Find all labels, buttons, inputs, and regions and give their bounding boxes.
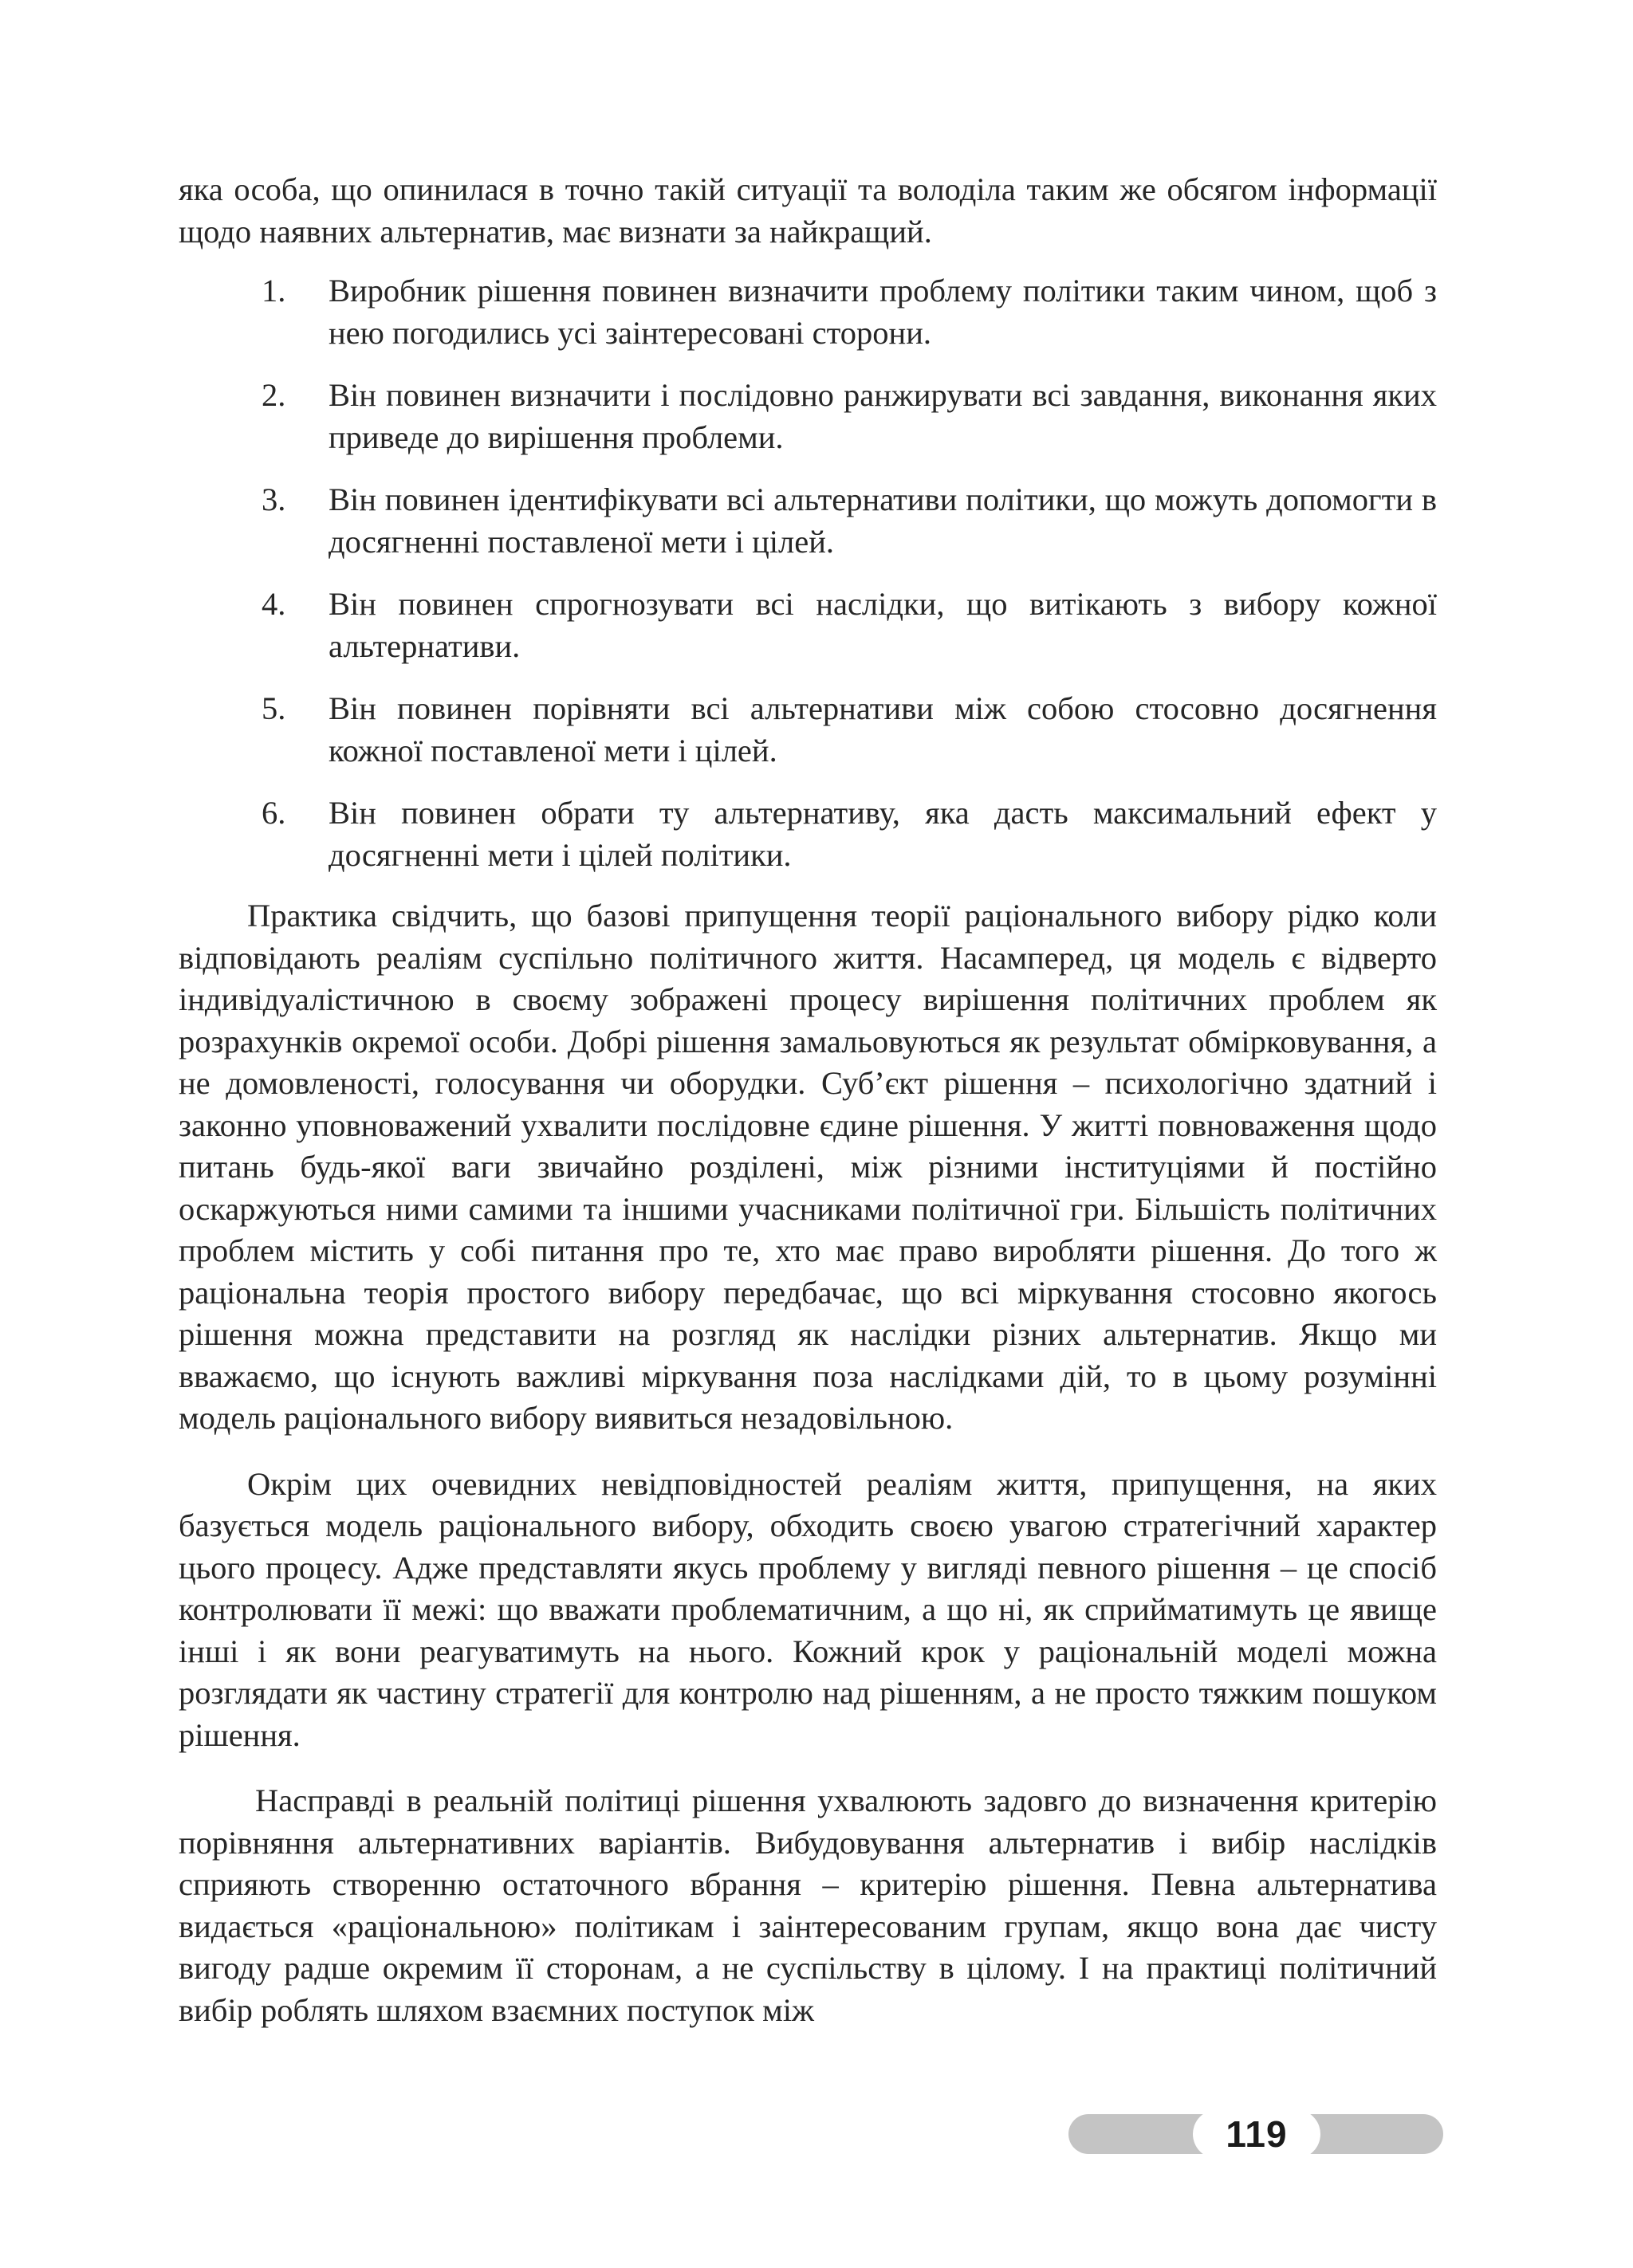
list-item-number: 1. — [262, 273, 286, 309]
page-body — [179, 169, 1437, 2031]
body-paragraph: Насправді в реальній політиці рішення ухвалюють задовго до визначення критерію порівняння альтернативних варіантів. Вибудовування альтернатив і вибір наслідків сприяють створенню остаточного вбрання – критерію рішення. Певна альтернатива видається «раціональною» політикам і заінтересованим групам, якщо вона дає чисту вигоду радше окремим її сторонам, а не суспільству в цілому. І на практиці політичний вибір роблять шляхом взаємних поступок між — [179, 1783, 1437, 2028]
list-item-number: 6. — [262, 795, 286, 831]
list-item-number: 5. — [262, 690, 286, 726]
list-item-number: 4. — [262, 586, 286, 622]
numbered-list — [179, 270, 1437, 876]
list-item — [179, 792, 1437, 876]
body-paragraph: Практика свідчить, що базові припущення теорії раціонального вибору рідко коли відповідають реаліям суспільно політичного життя. Насамперед, ця модель є відверто індивідуалістичною в своєму зображені процесу вирішення політичних проблем як розрахунків окремої особи. Добрі рішення замальовуються як результат обмірковування, а не домовленості, голосування чи оборудки. Суб’єкт рішення – психологічно здатний і законно уповноважений ухвалити послідовне єдине рішення. У житті повноваження щодо питань будь-якої ваги звичайно розділені, між різними інституціями й постійно оскаржуються ними самими та іншими учасниками політичної гри. Більшість політичних проблем містить у собі питання про те, хто має право виробляти рішення. До того ж раціональна теорія простого вибору передбачає, що всі міркування стосовно якогось рішення можна представити на розгляд як наслідки різних альтернатив. Якщо ми вважаємо, що існують важливі міркування поза наслідками дій, то в цьому розумінні модель раціонального вибору виявиться незадовільною. — [179, 898, 1437, 1436]
list-item — [179, 584, 1437, 667]
list-item-text: Він повинен порівняти всі альтернативи між собою стосовно досягнення кожної поставленої мети і цілей. — [329, 690, 1437, 768]
page-number: 119 — [1193, 2109, 1320, 2159]
list-item-text: Він повинен ідентифікувати всі альтернативи політики, що можуть допомогти в досягненні поставленої мети і цілей. — [329, 482, 1437, 560]
list-item-text: Він повинен визначити і послідовно ранжирувати всі завдання, виконання яких приведе до вирішення проблеми. — [329, 377, 1437, 455]
list-item — [179, 270, 1437, 354]
list-item-text: Він повинен обрати ту альтернативу, яка дасть максимальний ефект у досягненні мети і цілей політики. — [329, 795, 1437, 873]
list-item-number: 2. — [262, 377, 286, 413]
list-item-text: Він повинен спрогнозувати всі наслідки, що витікають з вибору кожної альтернативи. — [329, 586, 1437, 664]
body-paragraph: Окрім цих очевидних невідповідностей реаліям життя, припущення, на яких базується модель раціонального вибору, обходить своєю увагою стратегічний характер цього процесу. Адже представляти якусь проблему у вигляді певного рішення – це спосіб контролювати її межі: що вважати проблематичним, а що ні, як сприйматимуть це явище інші і як вони реагуватимуть на нього. Кожний крок у раціональній моделі можна розглядати як частину стратегії для контролю над рішенням, а не просто тяжким пошуком рішення. — [179, 1465, 1437, 1753]
list-item-text: Виробник рішення повинен визначити проблему політики таким чином, щоб з нею погодились усі заінтересовані сторони. — [329, 273, 1437, 351]
intro-paragraph: яка особа, що опинилася в точно такій ситуації та володіла таким же обсягом інформації щодо наявних альтернатив, має визнати за найкращий. — [179, 171, 1437, 250]
list-item — [179, 479, 1437, 563]
list-item-number: 3. — [262, 482, 286, 517]
list-item — [179, 688, 1437, 772]
list-item — [179, 375, 1437, 458]
